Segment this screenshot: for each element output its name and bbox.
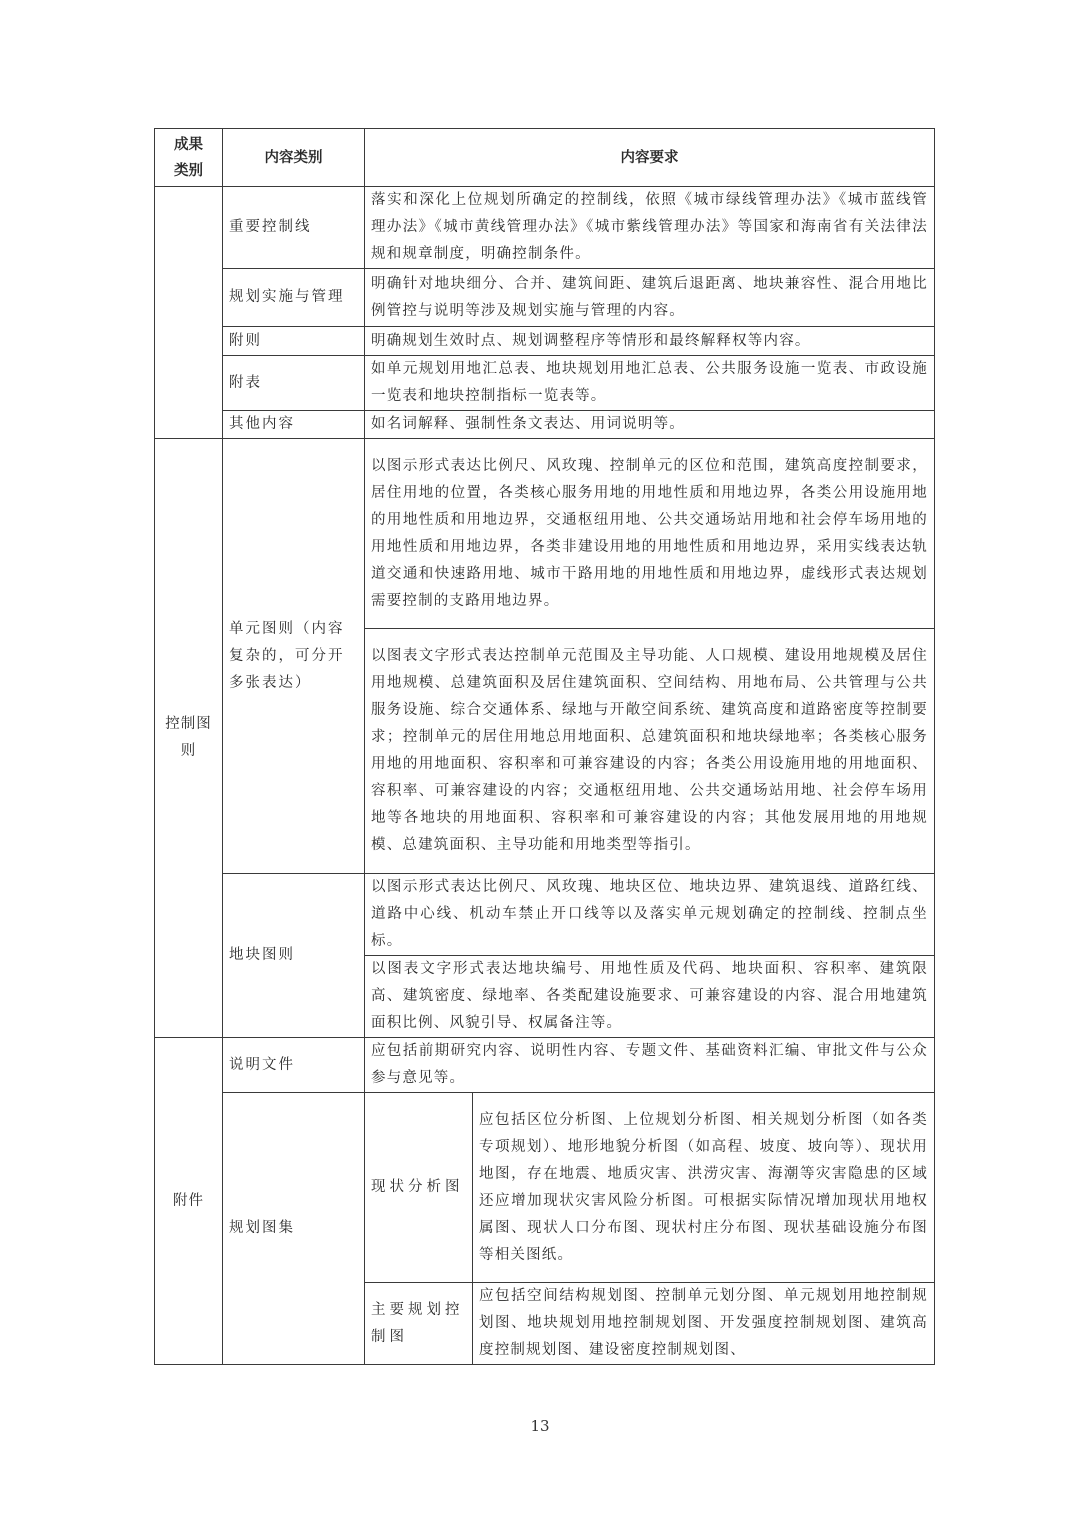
content-type-atlas: 规划图集 <box>223 1093 365 1365</box>
content-type-other: 其他内容 <box>223 411 365 439</box>
table-row <box>155 356 935 411</box>
table-row <box>155 439 935 629</box>
content-type-rules: 附则 <box>223 327 365 356</box>
content-type-control-line: 重要控制线 <box>223 187 365 269</box>
requirement-other: 如名词解释、强制性条文表达、用词说明等。 <box>365 411 935 439</box>
category-blank <box>155 187 223 439</box>
requirement-main: 应包括空间结构规划图、控制单元划分图、单元规划用地控制规划图、地块规划用地控制规划图、开发强度控制规划图、建筑高度控制规划图、建设密度控制规划图、 <box>473 1283 935 1365</box>
sub-type-main: 主要规划控制图 <box>365 1283 473 1365</box>
table-row <box>155 874 935 956</box>
content-type-tables: 附表 <box>223 356 365 411</box>
requirement-tables: 如单元规划用地汇总表、地块规划用地汇总表、公共服务设施一览表、市政设施一览表和地块控制指标一览表等。 <box>365 356 935 411</box>
header-requirement: 内容要求 <box>365 129 935 187</box>
category-annex: 附件 <box>155 1038 223 1365</box>
requirement-current: 应包括区位分析图、上位规划分析图、相关规划分析图（如各类专项规划）、地形地貌分析图（如高程、坡度、坡向等）、现状用地图，存在地震、地质灾害、洪涝灾害、海潮等灾害隐患的区域还应增加现状灾害风险分析图。可根据实际情况增加现状用地权属图、现状人口分布图、现状村庄分布图、现状基础设施分布图等相关图纸。 <box>473 1093 935 1283</box>
table-row <box>155 1038 935 1093</box>
table-row <box>155 187 935 269</box>
requirement-plot-plan-text: 以图表文字形式表达地块编号、用地性质及代码、地块面积、容积率、建筑限高、建筑密度、绿地率、各类配建设施要求、可兼容建设的内容、混合用地建筑面积比例、风貌引导、权属备注等。 <box>365 956 935 1038</box>
requirement-control-line: 落实和深化上位规划所确定的控制线，依照《城市绿线管理办法》《城市蓝线管理办法》《城市黄线管理办法》《城市紫线管理办法》等国家和海南省有关法律法规和规章制度，明确控制条件。 <box>365 187 935 269</box>
requirement-unit-plan-graphic: 以图示形式表达比例尺、风玫瑰、控制单元的区位和范围，建筑高度控制要求，居住用地的位置，各类核心服务用地的用地性质和用地边界，各类公用设施用地的用地性质和用地边界，交通枢纽用地、公共交通场站用地和社会停车场用地的用地性质和用地边界，各类非建设用地的用地性质和用地边界，采用实线表达轨道交通和快速路用地、城市干路用地的用地性质和用地边界，虚线形式表达规划需要控制的支路用地边界。 <box>365 439 935 629</box>
category-control-plan: 控制图则 <box>155 439 223 1038</box>
table-row <box>155 411 935 439</box>
header-category: 成果类别 <box>155 129 223 187</box>
sub-type-current: 现状分析图 <box>365 1093 473 1283</box>
requirements-table <box>154 128 935 1365</box>
content-type-implementation: 规划实施与管理 <box>223 269 365 327</box>
table-row <box>155 1093 935 1283</box>
content-type-unit-plan: 单元图则（内容复杂的，可分开多张表达） <box>223 439 365 874</box>
requirement-implementation: 明确针对地块细分、合并、建筑间距、建筑后退距离、地块兼容性、混合用地比例管控与说明等涉及规划实施与管理的内容。 <box>365 269 935 327</box>
requirement-rules: 明确规划生效时点、规划调整程序等情形和最终解释权等内容。 <box>365 327 935 356</box>
page-number: 13 <box>530 1417 550 1435</box>
table-row <box>155 327 935 356</box>
table-header-row <box>155 129 935 187</box>
requirement-doc: 应包括前期研究内容、说明性内容、专题文件、基础资料汇编、审批文件与公众参与意见等。 <box>365 1038 935 1093</box>
requirement-plot-plan-graphic: 以图示形式表达比例尺、风玫瑰、地块区位、地块边界、建筑退线、道路红线、道路中心线、机动车禁止开口线等以及落实单元规划确定的控制线、控制点坐标。 <box>365 874 935 956</box>
content-type-plot-plan: 地块图则 <box>223 874 365 1038</box>
requirement-unit-plan-text: 以图表文字形式表达控制单元范围及主导功能、人口规模、建设用地规模及居住用地规模、总建筑面积及居住建筑面积、空间结构、用地布局、公共管理与公共服务设施、综合交通体系、绿地与开敞空间系统、建筑高度和道路密度等控制要求；控制单元的居住用地总用地面积、总建筑面积和地块绿地率；各类核心服务用地的用地面积、容积率和可兼容建设的内容；各类公用设施用地的用地面积、容积率、可兼容建设的内容；交通枢纽用地、公共交通场站用地、社会停车场用地等各地块的用地面积、容积率和可兼容建设的内容；其他发展用地的用地规模、总建筑面积、主导功能和用地类型等指引。 <box>365 629 935 874</box>
table-row <box>155 269 935 327</box>
header-content-type: 内容类别 <box>223 129 365 187</box>
content-type-doc: 说明文件 <box>223 1038 365 1093</box>
